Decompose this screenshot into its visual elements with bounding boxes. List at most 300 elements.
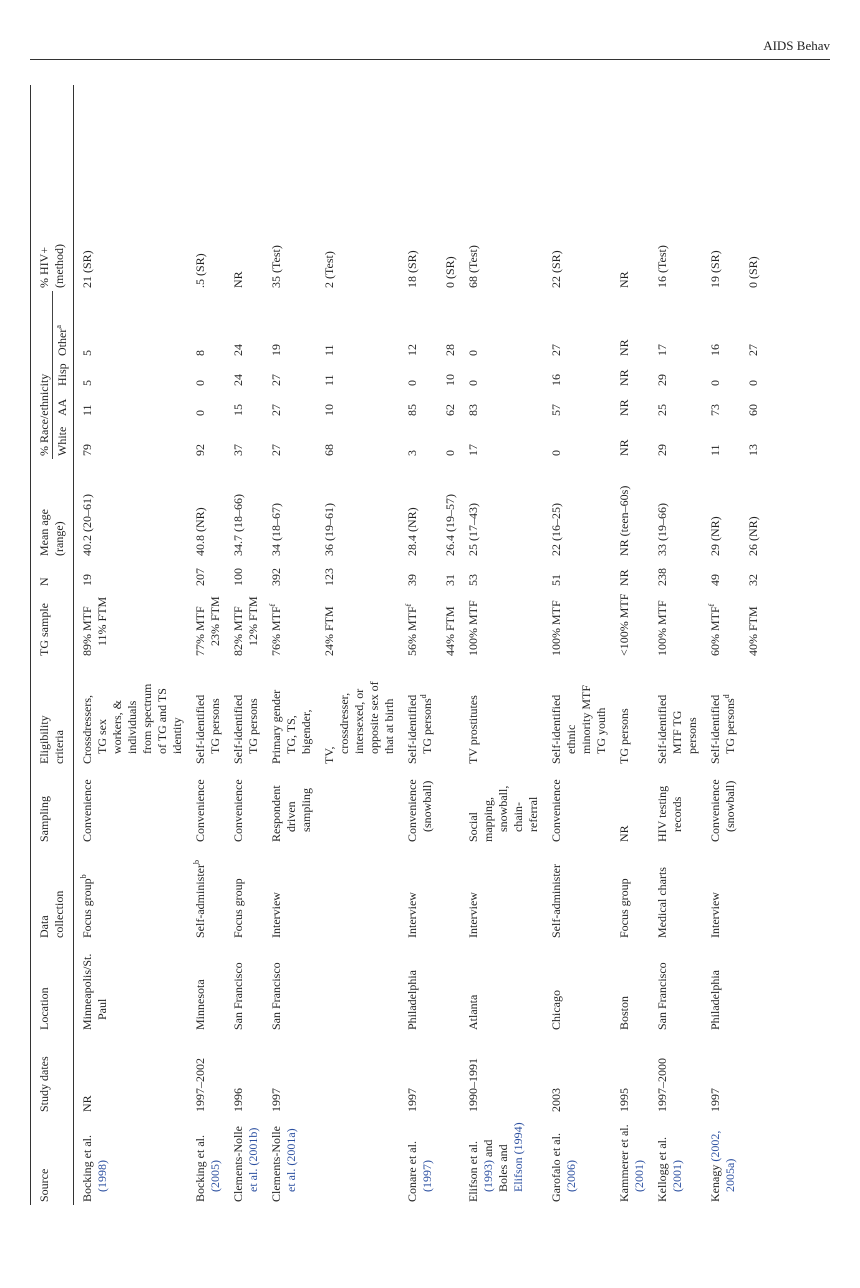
source-line — [708, 1118, 723, 1202]
cell-sampling — [193, 767, 231, 845]
race-aa-value: 11 — [80, 404, 94, 416]
cell-eligibility — [322, 659, 405, 767]
mean-age-value: 34 (18–67) — [269, 503, 283, 556]
mean-age-value: 26.4 (19–57) — [443, 494, 457, 556]
cell-race-hisp — [655, 359, 708, 389]
cell-source — [269, 1115, 322, 1205]
eligibility-line: individuals — [125, 700, 139, 754]
sampling-line: NR — [617, 825, 631, 842]
sampling-line: Convenience — [80, 779, 94, 842]
data-collection-text: Medical charts — [655, 867, 669, 938]
citation-link[interactable]: Elifson (1994) — [511, 1122, 525, 1192]
tg-sample-text: 44% FTM — [443, 606, 457, 656]
location-line: San Francisco — [269, 962, 283, 1030]
source-line — [405, 1118, 420, 1202]
cell-source — [193, 1115, 231, 1205]
n-value: 53 — [466, 574, 480, 586]
cell-race-other — [231, 291, 269, 359]
eligibility-line: TV prostitutes — [466, 695, 480, 764]
citation-link[interactable]: (2001) — [632, 1160, 646, 1192]
hiv-value: NR — [231, 271, 245, 288]
race-aa-value: 15 — [231, 404, 245, 416]
col-race-white: White — [53, 419, 74, 459]
tg-sample-text: 24% FTM — [322, 606, 336, 656]
race-aa-value: 0 — [193, 410, 207, 416]
cell-tg-sample — [322, 589, 405, 659]
citation-link[interactable]: (2001) — [670, 1160, 684, 1192]
eligibility-line: Primary gender — [269, 689, 283, 764]
tg-sample-text: 11% FTM — [95, 596, 109, 646]
cell-tg-sample — [74, 589, 194, 659]
col-source: Source — [37, 1168, 51, 1202]
eligibility-line: opposite sex of — [367, 681, 381, 754]
cell-hiv — [708, 85, 746, 291]
sampling-line: chain-referral — [511, 796, 540, 832]
cell-tg-sample — [269, 589, 322, 659]
data-collection — [655, 848, 670, 938]
cell-mean-age — [708, 459, 746, 559]
race-hisp-value: 0 — [708, 380, 722, 386]
study-dates: NR — [80, 1095, 94, 1112]
cell-hiv — [269, 85, 322, 291]
source-text: Kellogg et al. — [655, 1137, 669, 1202]
data-collection — [80, 848, 95, 938]
source-line — [617, 1118, 632, 1202]
cell-eligibility — [655, 659, 708, 767]
eligibility-line — [420, 662, 435, 764]
cell-eligibility — [405, 659, 443, 767]
study-dates: 1997 — [269, 1088, 283, 1112]
cell-data-collection — [322, 845, 405, 941]
race-white-value: 0 — [443, 450, 457, 456]
mean-age-value: 28.4 (NR) — [405, 507, 419, 556]
sampling-line: Convenience — [549, 779, 563, 842]
cell-n — [708, 559, 746, 589]
cell-race-aa — [708, 389, 746, 419]
race-white-value: 29 — [655, 444, 669, 456]
source-line — [655, 1118, 670, 1202]
eligibility-line: persons — [685, 717, 699, 754]
cell-n — [269, 559, 322, 589]
cell-hiv — [193, 85, 231, 291]
table-row — [231, 85, 269, 1205]
cell-mean-age — [466, 459, 549, 559]
race-other-value: 5 — [80, 350, 94, 356]
cell-tg-sample — [549, 589, 617, 659]
cell-study-dates — [269, 1033, 322, 1115]
cell-location — [549, 941, 617, 1033]
cell-race-aa — [549, 389, 617, 419]
race-hisp-value: 27 — [269, 374, 283, 386]
eligibility-line: Self-identified — [405, 694, 419, 764]
study-dates: 1997–2002 — [193, 1058, 207, 1112]
n-value: 49 — [708, 574, 722, 586]
cell-study-dates — [549, 1033, 617, 1115]
cell-source — [322, 1115, 405, 1205]
hiv-value: 21 (SR) — [80, 250, 94, 288]
data-collection — [231, 848, 246, 938]
cell-hiv — [231, 85, 269, 291]
cell-n — [746, 559, 769, 589]
cell-tg-sample — [466, 589, 549, 659]
source-line — [511, 1118, 526, 1202]
cell-location — [466, 941, 549, 1033]
cell-data-collection — [746, 845, 769, 941]
cell-location — [443, 941, 466, 1033]
cell-n — [322, 559, 405, 589]
cell-race-aa — [74, 389, 194, 419]
cell-race-hisp — [617, 359, 655, 389]
eligibility-line: of TG and TS — [155, 688, 169, 754]
source-line — [420, 1118, 435, 1202]
cell-study-dates — [74, 1033, 194, 1115]
data-collection — [269, 848, 284, 938]
hiv-value: .5 (SR) — [193, 253, 207, 288]
location-line: Philadelphia — [405, 970, 419, 1030]
source-text: Clements-Nolle — [269, 1126, 283, 1202]
tg-sample-line — [708, 592, 723, 656]
source-text: Bocking et al. — [80, 1135, 94, 1202]
cell-study-dates — [231, 1033, 269, 1115]
eligibility-line: minority MTF — [579, 684, 593, 754]
cell-data-collection — [269, 845, 322, 941]
cell-race-white — [617, 419, 655, 459]
n-value: 19 — [80, 574, 94, 586]
cell-eligibility — [708, 659, 746, 767]
source-line — [95, 1118, 110, 1202]
source-text: Conare et al. — [405, 1141, 419, 1202]
race-aa-value: 27 — [269, 404, 283, 416]
citation-link[interactable]: (2005) — [208, 1160, 222, 1192]
cell-eligibility — [231, 659, 269, 767]
col-mean-age: Mean age (range) — [37, 509, 66, 556]
race-hisp-value: 29 — [655, 374, 669, 386]
race-other-value: 8 — [193, 350, 207, 356]
source-line — [496, 1118, 511, 1202]
cell-location — [231, 941, 269, 1033]
cell-tg-sample — [617, 589, 655, 659]
cell-race-white — [405, 419, 443, 459]
col-n: N — [37, 577, 51, 586]
race-white-value: 3 — [405, 450, 419, 456]
citation-link[interactable]: (1998) — [95, 1160, 109, 1192]
mean-age-value: NR (teen–60s) — [617, 485, 631, 556]
location-line: Atlanta — [466, 994, 480, 1030]
cell-source — [443, 1115, 466, 1205]
sampling-line: (snowball) — [420, 780, 434, 832]
tg-sample-text: 77% MTF — [193, 606, 207, 656]
col-race-group: % Race/ethnicity — [37, 373, 51, 456]
location-line: Boston — [617, 995, 631, 1030]
cell-n — [655, 559, 708, 589]
study-dates: 1995 — [617, 1088, 631, 1112]
race-white-value: 27 — [269, 444, 283, 456]
cell-eligibility — [617, 659, 655, 767]
sampling-line: driven — [284, 801, 298, 832]
eligibility-line: TG persons — [723, 698, 737, 754]
citation-link[interactable]: et al. (2001a) — [284, 1128, 298, 1192]
eligibility-line: Self-identified — [655, 694, 669, 764]
header-rule — [30, 59, 830, 60]
cell-tg-sample — [746, 589, 769, 659]
eligibility-line: crossdresser, — [337, 692, 351, 754]
cell-race-white — [231, 419, 269, 459]
table-row — [466, 85, 549, 1205]
tg-sample-line — [193, 592, 208, 656]
hiv-value: 68 (Test) — [466, 245, 480, 288]
cell-race-hisp — [193, 359, 231, 389]
cell-race-other — [746, 291, 769, 359]
cell-eligibility — [466, 659, 549, 767]
cell-sampling — [443, 767, 466, 845]
cell-study-dates — [322, 1033, 405, 1115]
race-other-value: 0 — [466, 350, 480, 356]
cell-data-collection — [74, 845, 194, 941]
citation-link[interactable]: (1993) — [481, 1160, 495, 1192]
location-line: San Francisco — [231, 962, 245, 1030]
n-value: 100 — [231, 568, 245, 586]
race-hisp-value: 11 — [322, 374, 336, 386]
tg-sample-text: 89% MTF — [80, 606, 94, 656]
cell-race-hisp — [322, 359, 405, 389]
race-hisp-value: 5 — [80, 380, 94, 386]
journal-running-head: AIDS Behav — [763, 38, 830, 53]
cell-location — [405, 941, 443, 1033]
location-line: Minneapolis/St. — [80, 953, 94, 1030]
cell-study-dates — [655, 1033, 708, 1115]
race-white-value: NR — [617, 439, 631, 456]
cell-race-aa — [269, 389, 322, 419]
col-sampling: Sampling — [37, 795, 51, 842]
cell-tg-sample — [708, 589, 746, 659]
cell-mean-age — [443, 459, 466, 559]
cell-n — [74, 559, 194, 589]
table-row — [322, 85, 405, 1205]
cell-race-white — [746, 419, 769, 459]
race-other-value: 27 — [549, 344, 563, 356]
race-hisp-value: 0 — [466, 380, 480, 386]
source-line — [208, 1118, 223, 1202]
hiv-value: 18 (SR) — [405, 250, 419, 288]
footnote-marker: d — [419, 694, 428, 699]
footnote-marker: b — [192, 860, 201, 865]
cell-n — [549, 559, 617, 589]
col-race-other: Other$^a$ — [53, 291, 74, 359]
tg-sample-text: <100% MTF — [617, 593, 631, 656]
footnote-marker: f — [404, 603, 413, 607]
cell-data-collection — [231, 845, 269, 941]
cell-location — [193, 941, 231, 1033]
cell-data-collection — [617, 845, 655, 941]
tg-sample-text: 60% MTF — [708, 606, 722, 656]
cell-race-hisp — [443, 359, 466, 389]
race-hisp-value: NR — [617, 369, 631, 386]
cell-tg-sample — [193, 589, 231, 659]
cell-mean-age — [746, 459, 769, 559]
data-collection-text: Interview — [269, 892, 283, 938]
cell-race-hisp — [708, 359, 746, 389]
table-row — [269, 85, 322, 1205]
eligibility-line: from spectrum — [140, 683, 154, 754]
hiv-value: 0 (SR) — [443, 256, 457, 288]
sampling-line: records — [670, 796, 684, 832]
data-collection-text: Self-administer — [549, 864, 563, 938]
tg-sample-text: 100% MTF — [549, 600, 563, 656]
cell-sampling — [322, 767, 405, 845]
col-race-aa: AA — [53, 389, 74, 419]
cell-hiv — [322, 85, 405, 291]
location-line: Chicago — [549, 990, 563, 1030]
sampling-line: Respondent — [269, 785, 283, 842]
source-text: Clements-Nolle — [231, 1126, 245, 1202]
hiv-value: 22 (SR) — [549, 250, 563, 288]
footnote-marker: d — [722, 694, 731, 699]
race-aa-value: 73 — [708, 404, 722, 416]
study-dates: 1997 — [708, 1088, 722, 1112]
sampling-line: Convenience — [193, 779, 207, 842]
cell-sampling — [269, 767, 322, 845]
cell-race-other — [617, 291, 655, 359]
race-white-value: 37 — [231, 444, 245, 456]
cell-study-dates — [617, 1033, 655, 1115]
mean-age-value: 34.7 (18–66) — [231, 494, 245, 556]
data-collection-text: Focus group — [231, 878, 245, 938]
cell-eligibility — [746, 659, 769, 767]
source-text: Boles and — [496, 1144, 510, 1192]
cell-sampling — [231, 767, 269, 845]
cell-data-collection — [405, 845, 443, 941]
location-line: Minnesota — [193, 979, 207, 1030]
cell-race-aa — [231, 389, 269, 419]
cell-race-hisp — [746, 359, 769, 389]
cell-source — [549, 1115, 617, 1205]
eligibility-line: TG persons — [246, 698, 260, 754]
data-collection — [405, 848, 420, 938]
citation-link[interactable]: (1997) — [420, 1160, 434, 1192]
cell-race-hisp — [231, 359, 269, 389]
cell-race-white — [269, 419, 322, 459]
eligibility-line: that at birth — [382, 698, 396, 754]
citation-link[interactable]: 2005a) — [723, 1158, 737, 1192]
cell-data-collection — [193, 845, 231, 941]
cell-sampling — [617, 767, 655, 845]
source-line — [80, 1118, 95, 1202]
data-collection-text: Interview — [405, 892, 419, 938]
cell-study-dates — [405, 1033, 443, 1115]
tg-sample-line — [322, 592, 337, 656]
sampling-line: snowball, — [496, 785, 510, 832]
race-other-value: 11 — [322, 344, 336, 356]
tg-sample-line — [443, 592, 458, 656]
cell-source — [466, 1115, 549, 1205]
race-white-value: 68 — [322, 444, 336, 456]
cell-eligibility — [443, 659, 466, 767]
col-hiv: % HIV+ (method) — [37, 244, 66, 288]
citation-link[interactable]: (2002, — [708, 1130, 722, 1162]
cell-data-collection — [466, 845, 549, 941]
n-value: 238 — [655, 568, 669, 586]
study-dates: 1997 — [405, 1088, 419, 1112]
n-value: 123 — [322, 568, 336, 586]
cell-data-collection — [443, 845, 466, 941]
table-row — [746, 85, 769, 1205]
cell-race-white — [549, 419, 617, 459]
citation-link[interactable]: et al. (2001b) — [246, 1127, 260, 1192]
cell-source — [617, 1115, 655, 1205]
race-hisp-value: 0 — [193, 380, 207, 386]
cell-race-hisp — [549, 359, 617, 389]
race-hisp-value: 0 — [405, 380, 419, 386]
tg-sample-text: 76% MTF — [269, 606, 283, 656]
tg-sample-text: 12% FTM — [246, 596, 260, 646]
cell-race-white — [193, 419, 231, 459]
cell-tg-sample — [231, 589, 269, 659]
cell-hiv — [655, 85, 708, 291]
cell-race-aa — [322, 389, 405, 419]
source-line — [246, 1118, 261, 1202]
eligibility-line: Self-identified — [193, 694, 207, 764]
race-aa-value: 25 — [655, 404, 669, 416]
cell-tg-sample — [655, 589, 708, 659]
n-value: 207 — [193, 568, 207, 586]
cell-race-aa — [405, 389, 443, 419]
race-other-value: 17 — [655, 344, 669, 356]
study-dates: 2003 — [549, 1088, 563, 1112]
race-aa-value: 83 — [466, 404, 480, 416]
cell-sampling — [466, 767, 549, 845]
table-row — [549, 85, 617, 1205]
eligibility-line: Self-identified — [231, 694, 245, 764]
eligibility-line: TG persons — [208, 698, 222, 754]
tg-sample-line — [231, 592, 246, 656]
cell-source — [74, 1115, 194, 1205]
cell-location — [269, 941, 322, 1033]
tg-sample-line — [208, 592, 223, 656]
source-text: and — [481, 1139, 495, 1160]
cell-mean-age — [549, 459, 617, 559]
cell-race-other — [655, 291, 708, 359]
eligibility-line: bigender, — [299, 709, 313, 754]
cell-race-white — [655, 419, 708, 459]
race-white-value: 79 — [80, 444, 94, 456]
data-collection-text: Self-administer — [193, 864, 207, 938]
cell-race-other — [708, 291, 746, 359]
cell-race-other — [74, 291, 194, 359]
tg-sample-text: 40% FTM — [746, 606, 760, 656]
tg-sample-line — [617, 592, 632, 656]
hiv-value: 2 (Test) — [322, 251, 336, 288]
eligibility-line: TV, — [322, 746, 336, 764]
cell-study-dates — [193, 1033, 231, 1115]
tg-sample-line — [655, 592, 670, 656]
sampling-line: Social mapping, — [466, 797, 495, 842]
study-dates: 1997–2000 — [655, 1058, 669, 1112]
race-hisp-value: 0 — [746, 380, 760, 386]
table-row — [193, 85, 231, 1205]
race-other-value: NR — [617, 339, 631, 356]
table-row — [617, 85, 655, 1205]
sampling-line: Convenience — [708, 779, 722, 842]
location-line: San Francisco — [655, 962, 669, 1030]
cell-location — [746, 941, 769, 1033]
citation-link[interactable]: (2006) — [564, 1160, 578, 1192]
cell-n — [405, 559, 443, 589]
tg-sample-text: 100% MTF — [466, 600, 480, 656]
cell-sampling — [746, 767, 769, 845]
race-white-value: 0 — [549, 450, 563, 456]
mean-age-value: 22 (16–25) — [549, 503, 563, 556]
race-hisp-value: 16 — [549, 374, 563, 386]
